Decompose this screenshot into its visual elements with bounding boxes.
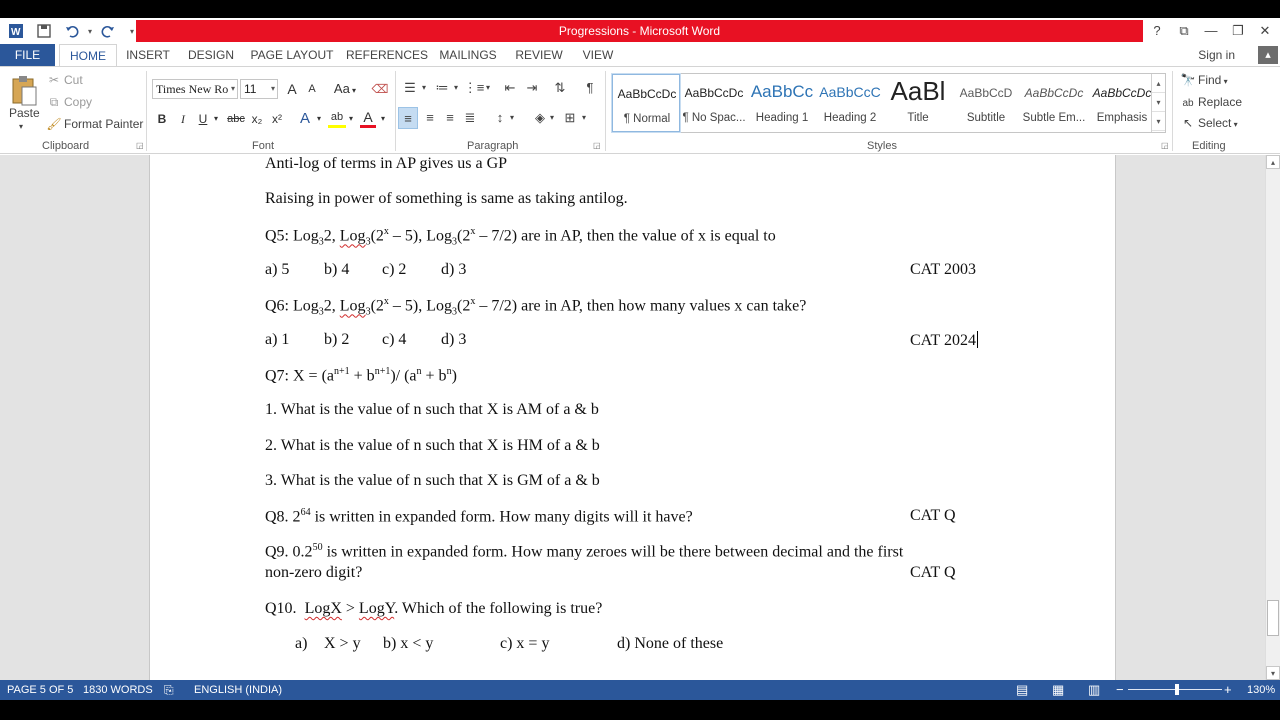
align-left-icon[interactable]: ≡ — [398, 107, 418, 129]
question-6 — [265, 296, 806, 318]
zoom-level[interactable]: 130% — [1247, 684, 1276, 696]
read-mode-icon[interactable]: ▤ — [1016, 682, 1029, 697]
styles-gallery — [611, 73, 1166, 133]
borders-icon[interactable]: ⊞ — [564, 110, 576, 125]
q9-sup: 50 — [312, 542, 323, 553]
style-name: Emphasis — [1096, 112, 1148, 124]
style-name: Subtle Em... — [1022, 112, 1086, 124]
tab-page-layout[interactable]: PAGE LAYOUT — [250, 48, 334, 62]
restore-button[interactable]: ❐ — [1232, 23, 1244, 38]
align-center-icon[interactable]: ≡ — [426, 110, 434, 125]
q5-source-tag: CAT 2003 — [910, 261, 976, 278]
cursor-arrow-icon: ↖ — [1182, 116, 1194, 130]
find-dropdown-icon: ▾ — [1221, 77, 1228, 86]
styles-scroll — [1151, 74, 1165, 132]
highlight-dropdown-icon[interactable]: ▾ — [348, 114, 353, 123]
q5-spell-flag: Log — [339, 227, 366, 245]
bold-button[interactable]: B — [157, 112, 167, 126]
word-count[interactable]: 1830 WORDS — [83, 684, 153, 696]
clipboard-group-label: Clipboard — [42, 140, 90, 152]
top-letterbox — [0, 0, 1280, 18]
decrease-indent-icon[interactable]: ⇤ — [504, 80, 516, 95]
q8-sup: 64 — [300, 507, 311, 518]
window-title: Progressions - Microsoft Word — [558, 24, 721, 38]
style-name: ¶ No Spac... — [682, 112, 746, 124]
q7-sup: n+1 — [374, 366, 391, 377]
styles-launcher-icon[interactable]: ◲ — [1161, 141, 1169, 150]
change-case-label: Aa — [333, 81, 350, 96]
font-color-button[interactable]: A — [360, 108, 376, 128]
font-name-value: Times New Ro — [156, 82, 229, 96]
style-name: Title — [907, 112, 929, 124]
q5-text: Q5: Log — [265, 227, 319, 245]
tab-file[interactable]: FILE — [0, 44, 55, 66]
tab-insert[interactable]: INSERT — [126, 48, 170, 62]
style-name: ¶ Normal — [623, 113, 671, 125]
q6-sub: 3 — [452, 306, 457, 318]
q5-text: 2, — [323, 227, 340, 245]
paintbrush-icon: 🖌 — [46, 117, 62, 131]
sign-in-link[interactable]: Sign in — [1198, 48, 1235, 62]
style-sample: AaBbCc — [750, 82, 814, 101]
document-page[interactable] — [149, 155, 1116, 680]
numbering-icon[interactable]: ≔ — [435, 80, 449, 95]
customize-qat-icon[interactable]: ▾ — [129, 26, 134, 36]
scissors-icon: ✂ — [48, 73, 60, 87]
subscript-button[interactable]: x₂ — [251, 112, 263, 126]
vertical-scrollbar[interactable] — [1265, 155, 1280, 680]
ribbon-home — [0, 66, 1280, 154]
font-name-combo[interactable] — [152, 79, 238, 99]
q9-continuation: non-zero digit? — [265, 564, 363, 581]
web-layout-icon[interactable]: ▥ — [1088, 682, 1101, 697]
style-sample: AaBbCcD — [959, 86, 1013, 100]
q7-text: ) — [451, 367, 457, 385]
replace-icon: ab — [1182, 98, 1194, 109]
copy-icon: ⧉ — [49, 95, 59, 109]
text-effects-dropdown-icon[interactable]: ▾ — [316, 114, 321, 123]
ribbon-scroll-up-icon[interactable]: ▴ — [1258, 46, 1278, 64]
proofing-icon[interactable]: ⎘ — [164, 683, 174, 697]
change-case-button[interactable] — [330, 78, 360, 100]
document-area[interactable] — [0, 155, 1265, 680]
q5-text: – 5), Log — [388, 227, 452, 245]
style-name: Heading 1 — [755, 112, 809, 124]
style-name: Subtitle — [966, 112, 1006, 124]
font-size-value: 11 — [244, 82, 257, 96]
styles-down-icon[interactable]: ▾ — [1152, 93, 1165, 112]
question-8 — [265, 507, 693, 526]
style-no-spacing[interactable] — [680, 74, 748, 132]
doc-line-raising: Raising in power of something is same as taking antilog. — [265, 190, 628, 207]
style-sample: AaBl — [890, 76, 946, 106]
change-case-dropdown-icon: ▾ — [349, 86, 357, 95]
q6-text: 2, — [323, 297, 340, 315]
save-icon[interactable] — [34, 21, 54, 41]
q5-sub: 3 — [452, 236, 457, 248]
redo-icon[interactable] — [98, 21, 118, 41]
q7-part-1: 1. What is the value of n such that X is AM of a & b — [265, 401, 599, 418]
style-sample: AaBbCcDc — [1024, 86, 1084, 100]
minimize-button[interactable]: — — [1204, 23, 1218, 38]
paste-button[interactable]: Paste — [9, 106, 40, 120]
page-count[interactable]: PAGE 5 OF 5 — [7, 684, 74, 696]
style-heading-2[interactable] — [816, 74, 884, 132]
scroll-down-icon[interactable]: ▾ — [1266, 666, 1280, 680]
svg-text:W: W — [11, 27, 21, 38]
sort-icon[interactable]: ⇅ — [554, 80, 566, 95]
q6-spell-flag: Log — [339, 297, 366, 315]
multilevel-dropdown-icon[interactable]: ▾ — [485, 83, 490, 92]
copy-label: Copy — [64, 95, 93, 109]
q7-text: + b — [349, 367, 375, 385]
format-painter-label: Format Painter — [64, 117, 144, 131]
q5-option-d: d) 3 — [441, 261, 467, 278]
q10-option-a-label: a) — [295, 635, 308, 652]
format-painter-button[interactable] — [46, 114, 143, 134]
q7-text: )/ (a — [390, 367, 417, 385]
highlight-button[interactable]: ab — [328, 108, 346, 128]
superscript-button[interactable]: x² — [272, 112, 282, 126]
q10-option-c: c) x = y — [500, 635, 550, 652]
find-button[interactable] — [1180, 70, 1228, 90]
q5-option-a: a) 5 — [265, 261, 290, 278]
show-formatting-button[interactable]: ¶ — [586, 80, 594, 95]
bullets-dropdown-icon[interactable]: ▾ — [421, 83, 426, 92]
tab-home[interactable]: HOME — [59, 44, 117, 67]
scroll-thumb[interactable] — [1267, 600, 1279, 636]
justify-icon[interactable]: ≣ — [464, 110, 476, 125]
font-size-dropdown-icon[interactable]: ▾ — [270, 84, 275, 93]
numbering-dropdown-icon[interactable]: ▾ — [453, 83, 458, 92]
q10-option-b: b) x < y — [383, 635, 434, 652]
q9-text: is written in expanded form. How many zeroes will be there between decimal and the first — [322, 543, 904, 561]
cut-label: Cut — [64, 73, 83, 87]
q10-option-a: X > y — [324, 635, 361, 652]
ribbon-tabs — [0, 44, 1280, 66]
line-spacing-icon[interactable]: ↕ — [496, 110, 504, 125]
shading-icon[interactable]: ◈ — [535, 110, 545, 125]
q5-text: – 7/2) are in AP, then the value of x is equal to — [475, 227, 776, 245]
font-size-combo[interactable] — [240, 79, 278, 99]
select-button[interactable] — [1180, 113, 1238, 133]
q9-source-tag: CAT Q — [910, 564, 956, 581]
q7-text: Q7: X = (a — [265, 367, 335, 385]
replace-label: Replace — [1198, 95, 1243, 109]
underline-button[interactable]: U — [198, 112, 208, 126]
undo-icon[interactable] — [62, 21, 82, 41]
bullets-icon[interactable]: ☰ — [404, 80, 416, 95]
styles-group-label: Styles — [867, 140, 897, 152]
group-separator — [395, 71, 396, 151]
q8-text: is written in expanded form. How many digits will it have? — [310, 508, 693, 526]
q5-text: (2 — [457, 227, 471, 245]
style-title[interactable] — [884, 74, 952, 132]
style-subtitle[interactable] — [952, 74, 1020, 132]
q6-text: – 7/2) are in AP, then how many values x can take? — [475, 297, 807, 315]
q6-sup: x — [470, 296, 476, 307]
shrink-font-button[interactable]: A — [308, 83, 316, 95]
q6-option-c: c) 4 — [382, 331, 407, 348]
q8-source-tag: CAT Q — [910, 507, 956, 524]
word-logo-icon — [6, 21, 26, 41]
q6-text: (2 — [370, 297, 384, 315]
q6-option-b: b) 2 — [324, 331, 350, 348]
underline-dropdown-icon[interactable]: ▾ — [213, 114, 218, 123]
question-5 — [265, 226, 776, 248]
q6-text: (2 — [457, 297, 471, 315]
q9-text: Q9. 0.2 — [265, 543, 313, 561]
q10-text: . Which of the following is true? — [394, 600, 603, 617]
zoom-in-button[interactable]: + — [1224, 682, 1232, 697]
grow-font-button[interactable]: A — [287, 81, 297, 97]
question-10 — [265, 600, 602, 618]
ribbon-display-options-button[interactable]: ⧉ — [1179, 23, 1189, 38]
question-7 — [265, 366, 457, 385]
shading-dropdown-icon[interactable]: ▾ — [549, 113, 554, 122]
q5-sub: 3 — [365, 236, 371, 248]
q5-text: (2 — [370, 227, 384, 245]
q5-option-b: b) 4 — [324, 261, 350, 278]
binoculars-icon: 🔭 — [1180, 73, 1196, 87]
style-sample: AaBbCcDc — [1092, 86, 1152, 100]
q6-sub: 3 — [318, 306, 324, 318]
text-cursor — [977, 331, 978, 348]
q10-text: > — [341, 600, 359, 617]
q6-option-a: a) 1 — [265, 331, 290, 348]
close-button[interactable]: ✕ — [1259, 23, 1271, 38]
replace-button[interactable] — [1180, 92, 1242, 112]
q7-part-2: 2. What is the value of n such that X is HM of a & b — [265, 437, 600, 454]
styles-up-icon[interactable]: ▴ — [1152, 74, 1165, 93]
increase-indent-icon[interactable]: ⇥ — [526, 80, 538, 95]
q7-part-3: 3. What is the value of n such that X is GM of a & b — [265, 472, 600, 489]
style-name: Heading 2 — [823, 112, 877, 124]
question-9 — [265, 542, 903, 561]
group-separator — [146, 71, 147, 151]
multilevel-list-icon[interactable]: ⋮≡ — [463, 80, 485, 95]
q10-text: Q10. — [265, 600, 305, 617]
style-heading-1[interactable] — [748, 74, 816, 132]
clipboard-launcher-icon[interactable]: ◲ — [136, 141, 144, 150]
q6-text: – 5), Log — [388, 297, 452, 315]
q10-option-d: d) None of these — [617, 635, 724, 652]
font-color-dropdown-icon[interactable]: ▾ — [380, 114, 385, 123]
status-bar — [0, 680, 1280, 700]
copy-button[interactable] — [46, 92, 92, 112]
style-sample: AaBbCcDc — [684, 86, 744, 100]
font-launcher-icon[interactable]: ◲ — [593, 141, 601, 150]
q5-option-c: c) 2 — [382, 261, 407, 278]
editing-group-label: Editing — [1192, 140, 1226, 152]
undo-dropdown-icon[interactable]: ▾ — [87, 26, 92, 36]
scroll-up-icon[interactable]: ▴ — [1266, 155, 1280, 169]
help-button[interactable]: ? — [1153, 23, 1161, 38]
zoom-out-button[interactable]: − — [1116, 682, 1124, 697]
q5-sup: x — [383, 226, 389, 237]
q8-text: Q8. 2 — [265, 508, 301, 526]
q6-text: Q6: Log — [265, 297, 319, 315]
tab-view[interactable]: VIEW — [582, 48, 614, 62]
clear-formatting-icon[interactable]: ⌫ — [371, 82, 389, 96]
q7-sup: n — [416, 366, 422, 377]
q6-source-tag — [910, 331, 978, 350]
q5-sub: 3 — [318, 236, 324, 248]
group-separator — [1172, 71, 1173, 151]
bottom-letterbox — [0, 700, 1280, 720]
print-layout-icon[interactable]: ▦ — [1052, 682, 1065, 697]
styles-more-icon[interactable]: ▾ — [1152, 112, 1165, 131]
italic-button[interactable]: I — [181, 112, 185, 126]
q10-spell-flag: LogX — [304, 600, 342, 617]
select-label: Select — [1198, 116, 1232, 130]
q7-sup: n — [446, 366, 452, 377]
line-spacing-dropdown-icon[interactable]: ▾ — [509, 113, 514, 122]
tab-design[interactable]: DESIGN — [187, 48, 234, 62]
borders-dropdown-icon[interactable]: ▾ — [581, 113, 586, 122]
tab-mailings[interactable]: MAILINGS — [439, 48, 497, 62]
q6-option-d: d) 3 — [441, 331, 467, 348]
title-bar — [0, 18, 1280, 44]
language-indicator[interactable]: ENGLISH (INDIA) — [194, 684, 283, 696]
q6-sub: 3 — [365, 306, 371, 318]
group-separator — [605, 71, 606, 151]
q10-spell-flag: LogY — [358, 600, 395, 617]
text-effects-button[interactable]: A — [299, 110, 310, 127]
font-name-dropdown-icon[interactable]: ▾ — [230, 84, 235, 93]
style-subtle-emphasis[interactable] — [1020, 74, 1088, 132]
paste-dropdown-icon[interactable]: ▾ — [19, 122, 24, 131]
q7-text: + b — [421, 367, 447, 385]
cut-button[interactable] — [46, 70, 83, 90]
strikethrough-button[interactable]: abc — [227, 113, 245, 125]
doc-line-antilog: Anti-log of terms in AP gives us a GP — [265, 155, 508, 172]
style-normal[interactable] — [612, 74, 680, 132]
tab-review[interactable]: REVIEW — [515, 48, 563, 62]
select-dropdown-icon: ▾ — [1231, 120, 1238, 129]
tab-references[interactable]: REFERENCES — [346, 48, 429, 62]
font-group-label: Font — [252, 140, 275, 152]
find-label: Find — [1198, 73, 1222, 87]
paragraph-group-label: Paragraph — [467, 140, 519, 152]
style-sample: AaBbCcC — [819, 84, 881, 100]
align-right-icon[interactable]: ≡ — [446, 110, 454, 125]
zoom-slider-thumb[interactable] — [1175, 684, 1179, 695]
style-sample: AaBbCcDc — [617, 87, 677, 101]
q5-sup: x — [470, 226, 476, 237]
q7-sup: n+1 — [334, 366, 350, 377]
q6-sup: x — [383, 296, 389, 307]
q6-tag-text: CAT 2024 — [910, 332, 976, 349]
style-emphasis[interactable] — [1088, 74, 1156, 132]
